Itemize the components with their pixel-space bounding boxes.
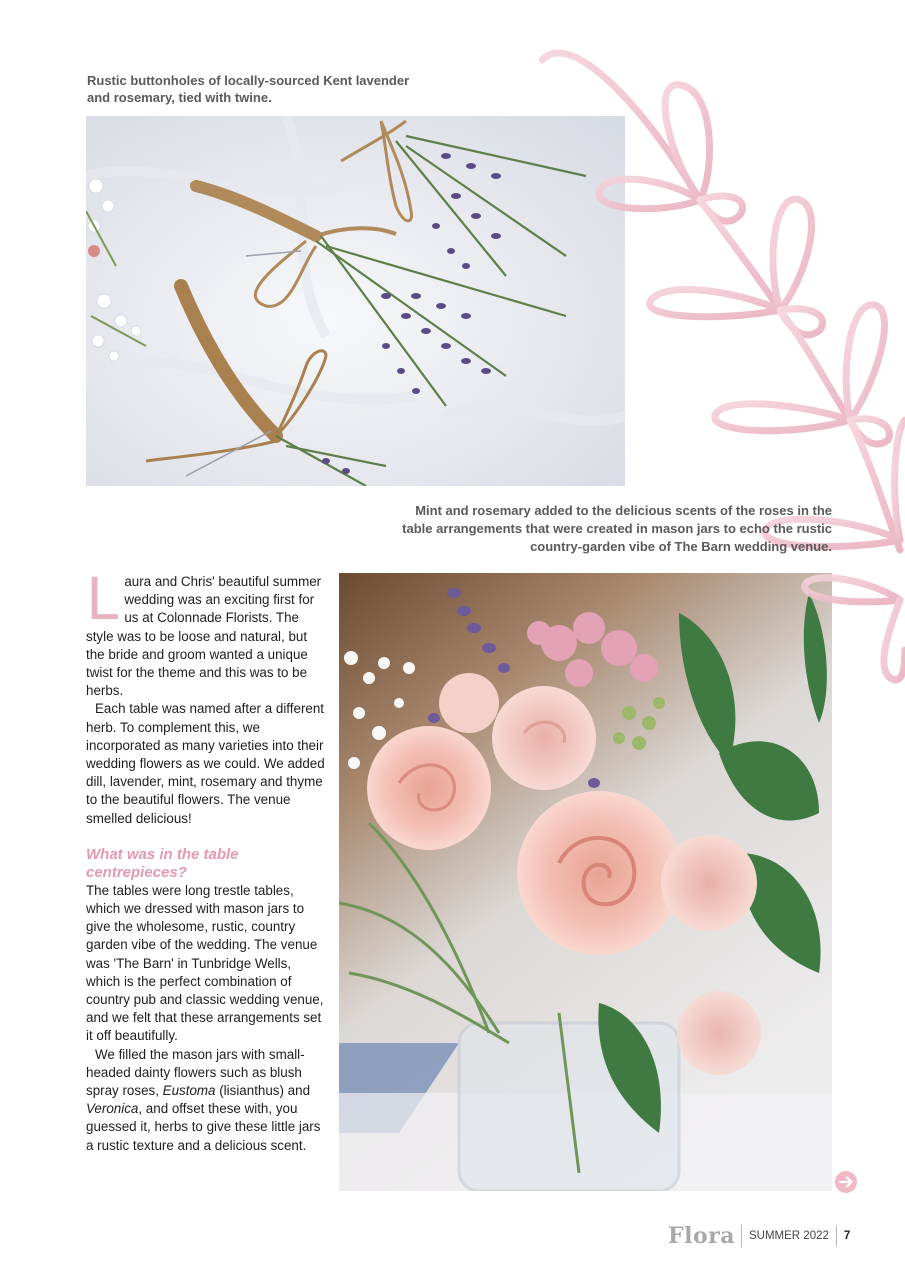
middle-photo-caption: Mint and rosemary added to the delicious scents of the roses in the table arrangements that were created in mason jars to echo the rustic country-garden vibe of The Barn wedding venue. bbox=[402, 503, 832, 554]
paragraph-2: Each table was named after a different herb. To complement this, we incorporated as many varieties into their wedding flowers as we could. We added dill, lavender, mint, rosemary and thyme to the beautiful flowers. The venue smelled delicious! bbox=[86, 701, 325, 826]
mason-jar-roses-photo bbox=[339, 573, 832, 1191]
arrow-right-circle-icon[interactable] bbox=[834, 1170, 858, 1194]
paragraph-1 bbox=[86, 565, 326, 700]
magazine-brand: Flora bbox=[668, 1223, 735, 1249]
paragraph-4-text-b: (lisianthus) and bbox=[215, 1083, 311, 1099]
lavender-buttonholes-photo bbox=[86, 116, 625, 486]
drop-cap: L bbox=[86, 565, 119, 633]
paragraph-4-text-c: , and offset these with, you guessed it, herbs to give these little jars a rustic texture and a delicious scent. bbox=[86, 1101, 321, 1153]
paragraph-4-text-a: We filled the mason jars with small-headed dainty flowers such as blush spray roses, bbox=[86, 1046, 305, 1099]
top-photo-caption: Rustic buttonholes of locally-sourced Kent lavender and rosemary, tied with twine. bbox=[87, 73, 410, 105]
issue-label: SUMMER 2022 bbox=[749, 1230, 829, 1242]
paragraph-4 bbox=[86, 1046, 326, 1155]
eustoma-term: Eustoma bbox=[162, 1083, 216, 1099]
paragraph-3: The tables were long trestle tables, which we dressed with mason jars to give the wholesome, rustic, country garden vibe of the wedding. The venue was 'The Barn' in Tunbridge Wells, which is the perfect combination of country pub and classic wedding venue, and we felt that these arrangements set it off beautifully. bbox=[86, 882, 324, 1044]
article-body bbox=[86, 565, 326, 1155]
page-footer bbox=[668, 1222, 850, 1250]
veronica-term: Veronica bbox=[86, 1101, 139, 1117]
paragraph-1-text: aura and Chris' beautiful summer wedding was an exciting first for us at Colonnade Florists. The style was to be loose and natural, but the bride and groom wanted a unique twist for the theme and this was to be herbs. bbox=[86, 574, 322, 699]
section-subheading: What was in the table centrepieces? bbox=[86, 845, 239, 881]
page-number: 7 bbox=[843, 1230, 851, 1242]
